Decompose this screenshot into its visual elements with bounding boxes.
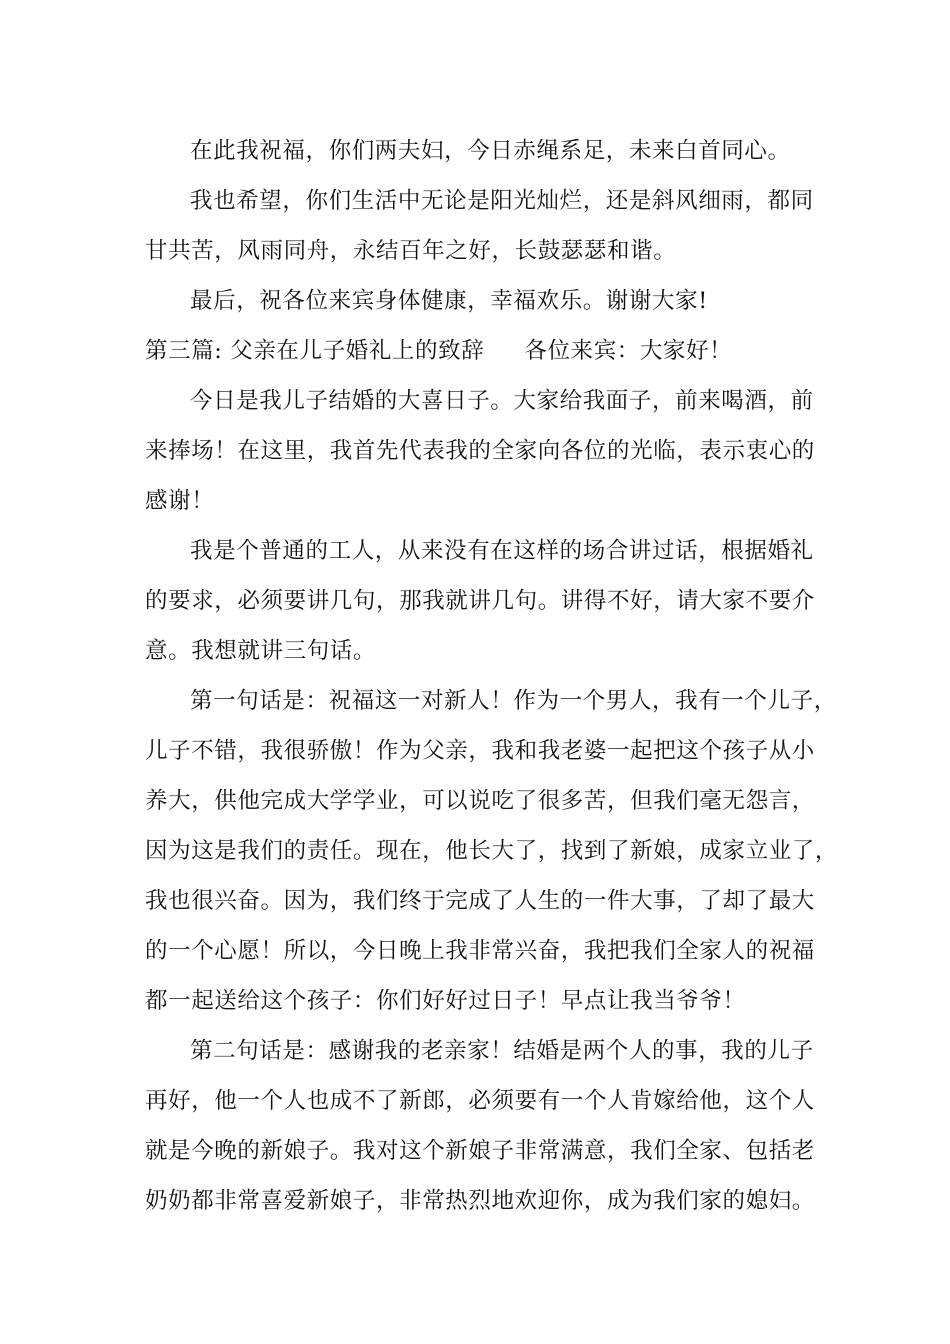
paragraph-line: 养大，供他完成大学学业，可以说吃了很多苦，但我们毫无怨言，	[145, 788, 815, 814]
heading-title: 第三篇: 父亲在儿子婚礼上的致辞	[145, 338, 485, 364]
heading-greeting: 各位来宾：大家好！	[524, 338, 733, 364]
paragraph-line: 的一个心愿！所以，今日晚上我非常兴奋，我把我们全家人的祝福	[145, 938, 815, 964]
paragraph-line: 第二句话是：感谢我的老亲家！结婚是两个人的事，我的儿子	[190, 1038, 814, 1064]
paragraph-line: 奶奶都非常喜爱新娘子，非常热烈地欢迎你，成为我们家的媳妇。	[145, 1188, 815, 1214]
paragraph-line: 感谢！	[145, 488, 215, 514]
section-heading	[145, 336, 732, 366]
paragraph-line: 在此我祝福，你们两夫妇，今日赤绳系足，未来白首同心。	[190, 138, 791, 164]
paragraph-line: 第一句话是：祝福这一对新人！作为一个男人，我有一个儿子，	[190, 688, 837, 714]
paragraph-line: 因为这是我们的责任。现在，他长大了，找到了新娘，成家立业了，	[145, 838, 839, 864]
paragraph-line: 来捧场！在这里，我首先代表我的全家向各位的光临，表示衷心的	[145, 438, 815, 464]
paragraph-line: 意。我想就讲三句话。	[145, 638, 377, 664]
paragraph-line: 甘共苦，风雨同舟，永结百年之好，长鼓瑟瑟和谐。	[145, 238, 677, 264]
paragraph-line: 最后，祝各位来宾身体健康，幸福欢乐。谢谢大家!	[190, 288, 708, 314]
paragraph-line: 我也很兴奋。因为，我们终于完成了人生的一件大事，了却了最大	[145, 888, 815, 914]
paragraph-line: 我是个普通的工人，从来没有在这样的场合讲过话，根据婚礼	[190, 538, 814, 564]
paragraph-line: 我也希望，你们生活中无论是阳光灿烂，还是斜风细雨，都同	[190, 188, 814, 214]
paragraph-line: 都一起送给这个孩子：你们好好过日子！早点让我当爷爷！	[145, 988, 746, 1014]
paragraph-line: 儿子不错，我很骄傲！作为父亲，我和我老婆一起把这个孩子从小	[145, 738, 815, 764]
paragraph-line: 再好，他一个人也成不了新郎，必须要有一个人肯嫁给他，这个人	[145, 1088, 815, 1114]
paragraph-line: 就是今晚的新娘子。我对这个新娘子非常满意，我们全家、包括老	[145, 1138, 815, 1164]
paragraph-line: 的要求，必须要讲几句，那我就讲几句。讲得不好，请大家不要介	[145, 588, 815, 614]
paragraph-line: 今日是我儿子结婚的大喜日子。大家给我面子，前来喝酒，前	[190, 388, 814, 414]
